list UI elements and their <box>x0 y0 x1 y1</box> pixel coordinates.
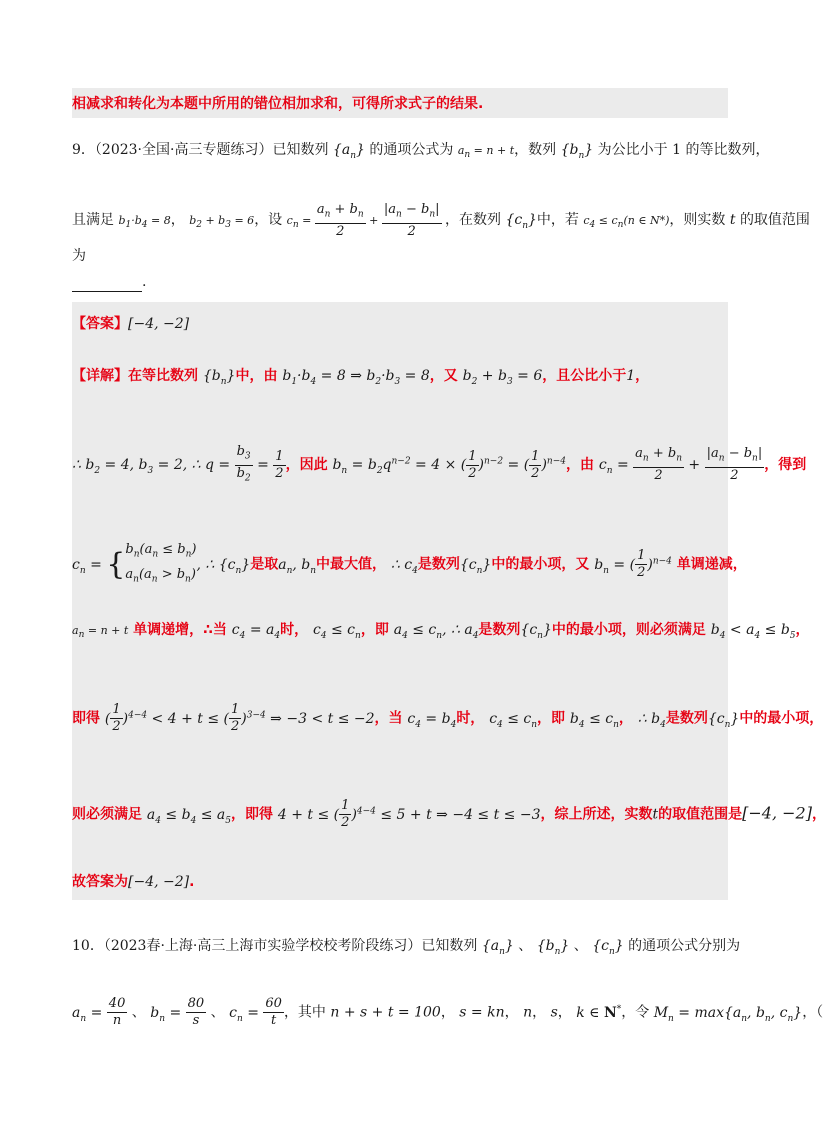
q10-text: ，其中 <box>283 1004 326 1021</box>
formula: $b_n$ = $\frac{80}{s}$ <box>150 996 205 1028</box>
formula: $a_n$ = $\frac{40}{n}$ <box>72 996 126 1028</box>
detail-text: 则必须满足 <box>72 806 142 823</box>
detail-text: ，又 <box>429 368 458 384</box>
formula: $\{c_n\}$ <box>707 710 740 730</box>
detail-text: 是数列 <box>417 556 460 573</box>
prev-answer-tail: 相减求和转化为本题中所用的错位相加求和，可得所求式子的结果. <box>72 96 484 112</box>
detail-text: 在等比数列 <box>128 368 198 384</box>
formula: $a_n$, $b_n$ <box>278 556 317 576</box>
formula-cn: $c_n$ = $\frac{a_n + b_n}{2}$ + $\frac{|a_n - b_n|}{2}$ <box>286 202 440 239</box>
formula-c4-cond: $c_4 \le c_n(n$ ∈ N*) <box>583 213 670 230</box>
detail-label: 【详解】 <box>72 368 128 384</box>
q9-text: 为公比小于 1 的等比数列， <box>597 142 770 158</box>
detail-text: 即得 <box>72 710 100 727</box>
var-t: t <box>652 806 659 823</box>
q9-detail-line-7 <box>72 872 194 892</box>
detail-text: 是数列 <box>665 710 708 727</box>
q9-text: ，在数列 <box>445 211 501 228</box>
detail-text: ， <box>635 368 650 384</box>
detail-text: 中，由 <box>235 368 278 384</box>
formula: $\{c_n\}$ <box>592 938 624 957</box>
formula: $c_4 \le c_n$ <box>489 710 538 730</box>
q9-source: （2023·全国·高三专题练习） <box>94 142 273 158</box>
formula: $M_n = \max\{a_n$, $b_n$, $c_n$} <box>653 1004 803 1024</box>
formula: $c_n$ = { $b_n(a_n \le b_n)$ $a_n(a_n > b_n)$ , ∴ $\{c_n\}$ <box>72 542 251 585</box>
q9-number: 9． <box>72 142 95 158</box>
formula: [−4, −2] <box>128 874 190 890</box>
formula: ∴ $b_4$ <box>637 710 666 730</box>
q9-line-2: 且满足 $b_1\cdot b_4 = 8$， $b_2 + b_3 = 6$，设 $c_n$ = $\frac{a_n + b_n}{2}$ + $\frac{|a_n - b_n|}{2}$ ，在数列 $\{c_n\}$中，若 $c_4 \le c_n(n$ ∈ N*)，则实数 t 的取值范围 <box>72 202 810 239</box>
formula: $c_n$ = $\frac{60}{t}$ <box>229 996 282 1028</box>
formula: $\{b_n\}$ <box>202 368 236 387</box>
detail-text: ， <box>618 710 633 727</box>
formula: $b_4 \le c_n$ <box>569 710 619 730</box>
detail-text: 中最大值， <box>316 556 387 573</box>
detail-text: ，得到 <box>764 457 807 474</box>
formula: $a_4 \le c_n$, ∴ $a_4$ <box>393 622 479 641</box>
formula: $b_n = b_2q^{n-2} = 4$ × ( $\frac{1}{2}$ )$^{n-2}$ = ( $\frac{1}{2}$ )$^{n-4}$ <box>332 448 566 481</box>
q10-text: 的通项公式分别为 <box>628 938 741 954</box>
formula: 1 <box>626 368 636 384</box>
q10-line-2: $a_n$ = $\frac{40}{n}$ 、 $b_n$ = $\frac{80}{s}$ 、 $c_n$ = $\frac{60}{t}$ ，其中 n + s + t = 100， s = kn， n， s， k ∈ N*，令 $M_n = \max\{a_n$, $b_n$, $c_n$}，（ <box>72 996 824 1028</box>
q9-text: 的取值范围 <box>739 211 810 228</box>
q10-text: ，（ <box>802 1004 824 1021</box>
q9-text: 为 <box>72 248 86 264</box>
formula: $c_n$ = $\frac{a_n + b_n}{2}$ + $\frac{|a_n - b_n|}{2}$ <box>598 446 763 483</box>
detail-text: 是取 <box>250 556 279 573</box>
q9-text: 中，若 <box>536 211 579 228</box>
formula: $b_4 < a_4 \le b_5$ <box>710 622 796 641</box>
detail-text: 中的最小项， <box>739 710 824 727</box>
q9-blank-line <box>72 272 146 292</box>
detail-text: ，即得 <box>231 806 274 823</box>
detail-text: 是数列 <box>478 622 521 638</box>
formula: $c_4 = b_4$ <box>407 710 457 730</box>
q9-answer-line <box>72 314 189 334</box>
formula-an: $a_n = n + t$ <box>457 144 515 161</box>
formula: $c_4 \le c_n$ <box>312 622 361 641</box>
detail-text: ，且公比小于 <box>542 368 627 384</box>
q9-text: 且满足 <box>72 211 114 228</box>
formula-cn-set: $\{c_n\}$ <box>505 211 537 231</box>
detail-text: 故答案为 <box>72 874 128 890</box>
detail-text: 单调递增， <box>133 622 204 638</box>
q10-text: ， <box>557 1004 572 1021</box>
answer-blank <box>72 277 142 292</box>
detail-text: . <box>189 874 195 890</box>
detail-text: ，综上所述，实数 <box>540 806 653 823</box>
q9-text: ，设 <box>254 211 283 228</box>
q9-text: ，数列 <box>514 142 557 158</box>
detail-text: 单调递减， <box>676 556 747 573</box>
detail-text: 中的最小项，又 <box>491 556 590 573</box>
q10-text: ， <box>440 1004 455 1021</box>
q9-text: . <box>142 274 147 290</box>
formula: $b_2 + b_3 = 6$ <box>462 368 543 387</box>
q10-number: 10． <box>72 938 104 954</box>
q10-line-1: 10．（2023春·上海·高三上海市实验学校校考阶段练习）已知数列 $\{a_n\}$ 、 $\{b_n\}$ 、 $\{c_n\}$ 的通项公式分别为 <box>72 938 741 957</box>
formula-bn-set: $\{b_n\}$ <box>560 142 594 161</box>
formula: s <box>550 1004 558 1021</box>
q9-detail-line-1 <box>72 366 649 392</box>
q9-line-1 <box>72 140 769 166</box>
q9-detail-line-2 <box>72 444 806 486</box>
detail-text: ， <box>795 622 810 638</box>
detail-text: 时， <box>456 710 485 727</box>
formula: $\{b_n\}$ <box>536 938 570 957</box>
detail-text: ∴当 <box>203 622 227 638</box>
formula-b2b3: $b_2 + b_3 = 6$ <box>189 213 255 230</box>
q10-text: ， <box>504 1004 519 1021</box>
var-t: t <box>729 211 736 228</box>
q9-detail-line-6 <box>72 798 826 831</box>
formula: $a_n = n + t$ <box>72 624 129 641</box>
formula-an-set: $\{a_n\}$ <box>332 142 365 161</box>
q9-line-3 <box>72 246 86 266</box>
detail-text: 的取值范围是 <box>658 806 743 823</box>
formula-b1b4: $b_1\cdot b_4 = 8$ <box>118 213 171 230</box>
q9-text: ，则实数 <box>669 211 726 228</box>
formula: 4 + t ≤ ( $\frac{1}{2}$ )$^{4-4}$ ≤ 5 + t ⇒ −4 ≤ t ≤ −3 <box>277 798 541 830</box>
q9-detail-line-4 <box>72 620 810 646</box>
formula: $\{a_n\}$ <box>481 938 514 957</box>
q10-text: 已知数列 <box>421 938 478 954</box>
q9-text: 已知数列 <box>272 142 329 158</box>
q9-detail-line-3 <box>72 540 747 589</box>
q10-text: ， <box>532 1004 547 1021</box>
detail-text: 时， <box>280 622 309 638</box>
q10-source: （2023春·上海·高三上海市实验学校校考阶段练习） <box>103 938 422 954</box>
formula: $\{c_n\}$ <box>520 622 552 641</box>
formula: ∴ $c_4$ <box>390 556 418 576</box>
formula: ( $\frac{1}{2}$ )$^{4-4}$ < 4 + t ≤ ( $\frac{1}{2}$ )$^{3-4}$ ⇒ −3 < t ≤ −2 <box>104 702 375 734</box>
formula: $b_n$ = ( $\frac{1}{2}$ )$^{n-4}$ <box>594 548 672 581</box>
formula: $b_1\cdot b_4 = 8$ ⇒ $b_2\cdot b_3 = 8$ <box>282 368 430 387</box>
answer-value: [−4, −2] <box>128 316 190 332</box>
formula: s = kn <box>459 1004 505 1021</box>
formula: n <box>523 1004 533 1021</box>
answer-label: 【答案】 <box>72 316 128 332</box>
formula: $c_4 = a_4$ <box>231 622 281 641</box>
formula: $a_4 \le b_4 \le a_5$ <box>146 806 232 826</box>
q9-text: 的通项公式为 <box>369 142 454 158</box>
detail-text: ，由 <box>565 457 594 474</box>
q9-detail-line-5 <box>72 702 823 735</box>
detail-text: 中的最小项，则必须满足 <box>551 622 706 638</box>
formula: [−4, −2] <box>742 803 812 823</box>
formula: $\{c_n\}$ <box>459 556 492 576</box>
detail-text: ，即 <box>360 622 389 638</box>
detail-text: ， <box>811 806 826 823</box>
detail-text: ，当 <box>374 710 403 727</box>
detail-text: ，因此 <box>285 457 328 474</box>
q10-text: ，令 <box>621 1004 650 1021</box>
formula: n + s + t = 100 <box>330 1004 441 1021</box>
formula: k ∈ N* <box>576 1003 622 1021</box>
formula: ∴ $b_2 = 4$, $b_3 = 2$, ∴ q = $\frac{b_3}{b_2}$ = $\frac{1}{2}$ <box>72 444 284 484</box>
detail-text: ，即 <box>537 710 566 727</box>
